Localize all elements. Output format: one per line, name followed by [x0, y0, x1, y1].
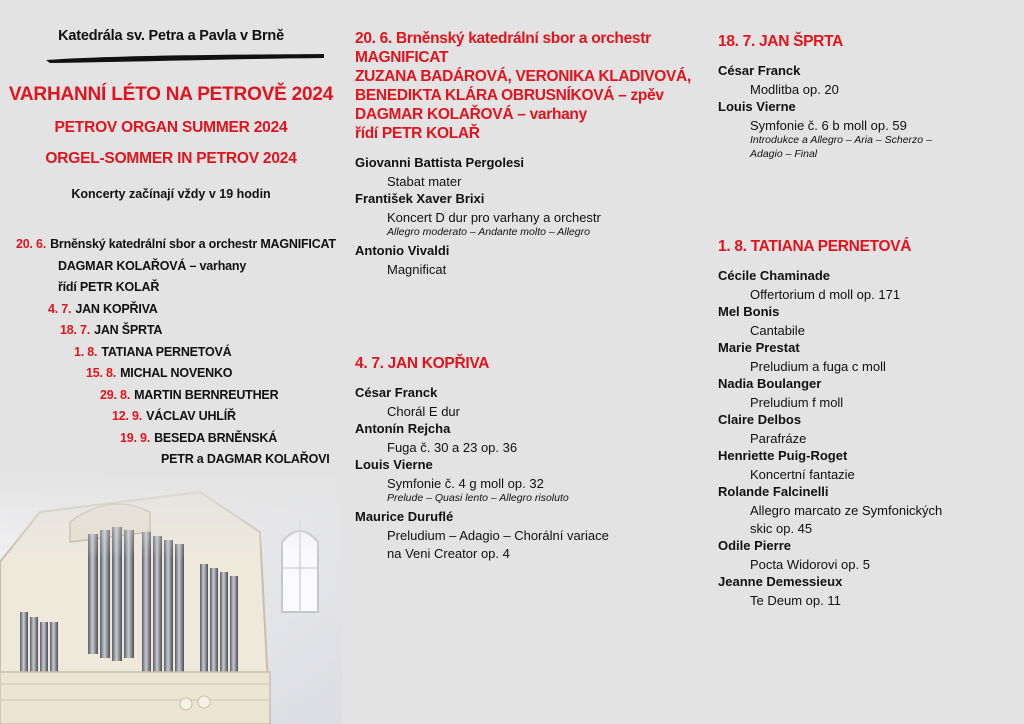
concert-header-line: 20. 6. Brněnský katedrální sbor a orchestr [355, 30, 651, 47]
schedule-date: 12. 9. [112, 409, 143, 423]
schedule-entry [161, 452, 330, 466]
composer-name: Claire Delbos [718, 412, 802, 427]
left-panel [0, 0, 342, 724]
schedule-entry [48, 302, 158, 316]
schedule-date: 15. 8. [86, 366, 117, 380]
work-title: skic op. 45 [750, 521, 813, 536]
festival-title-cs: VARHANNÍ LÉTO NA PETROVĚ 2024 [8, 84, 334, 105]
schedule-date: 19. 9. [120, 431, 151, 445]
work-title: Koncert D dur pro varhany a orchestr [387, 210, 601, 225]
organ-photo [0, 472, 342, 724]
composer-name: Nadia Boulanger [718, 376, 822, 391]
composer-name: František Xaver Brixi [355, 191, 485, 206]
concert-header-line: ZUZANA BADÁROVÁ, VERONIKA KLADIVOVÁ, [355, 68, 691, 85]
composer-name: Odile Pierre [718, 538, 791, 553]
work-title: Parafráze [750, 431, 807, 446]
schedule-entry [74, 345, 232, 359]
composer-name: Marie Prestat [718, 340, 800, 355]
schedule-entry [16, 237, 336, 251]
work-title: Symfonie č. 6 b moll op. 59 [750, 118, 907, 133]
work-title: Preludium a fuga c moll [750, 359, 886, 374]
schedule-performer: BESEDA BRNĚNSKÁ [154, 431, 278, 445]
work-title: Preludium f moll [750, 395, 844, 410]
schedule-entry [120, 431, 277, 445]
movements-list: Introdukce a Allegro – Aria – Scherzo – [750, 134, 932, 146]
brush-stroke-divider [44, 50, 326, 66]
cathedral-name: Katedrála sv. Petra a Pavla v Brně [58, 28, 284, 44]
work-title: Allegro marcato ze Symfonických [750, 503, 943, 518]
schedule-entry [58, 259, 246, 273]
schedule-entry [100, 388, 278, 402]
composer-name: Antonio Vivaldi [355, 243, 450, 258]
work-title: Chorál E dur [387, 404, 460, 419]
schedule-performer: Brněnský katedrální sbor a orchestr MAGNIFICAT [50, 237, 336, 251]
work-title: Pocta Widorovi op. 5 [750, 557, 870, 572]
work-title: Te Deum op. 11 [750, 593, 841, 608]
composer-name: Antonín Rejcha [355, 421, 451, 436]
schedule-entry [60, 323, 162, 337]
schedule-date: 20. 6. [16, 237, 47, 251]
composer-name: Mel Bonis [718, 304, 780, 319]
work-title: na Veni Creator op. 4 [387, 546, 510, 561]
schedule-performer: MICHAL NOVENKO [120, 366, 233, 380]
schedule-performer: VÁCLAV UHLÍŘ [146, 409, 236, 423]
composer-name: Maurice Duruflé [355, 509, 454, 524]
composer-name: Jeanne Demessieux [718, 574, 843, 589]
schedule-performer: PETR a DAGMAR KOLAŘOVI [161, 452, 330, 466]
work-title: Modlitba op. 20 [750, 82, 839, 97]
festival-title-en: PETROV ORGAN SUMMER 2024 [54, 119, 288, 136]
schedule-date: 4. 7. [48, 302, 72, 316]
schedule-performer: JAN KOPŘIVA [75, 302, 158, 316]
concert-header-line: MAGNIFICAT [355, 49, 449, 66]
schedule-date: 18. 7. [60, 323, 91, 337]
schedule-entry [58, 280, 159, 294]
work-title: Magnificat [387, 262, 447, 277]
work-title: Stabat mater [387, 174, 462, 189]
schedule-performer: DAGMAR KOLAŘOVÁ – varhany [58, 259, 247, 273]
schedule-entry [86, 366, 232, 380]
composer-name: Rolande Falcinelli [718, 484, 829, 499]
schedule-date: 29. 8. [100, 388, 131, 402]
schedule-performer: TATIANA PERNETOVÁ [101, 345, 232, 359]
composer-name: Giovanni Battista Pergolesi [355, 155, 525, 170]
composer-name: Cécile Chaminade [718, 268, 830, 283]
concert-header-line: 1. 8. TATIANA PERNETOVÁ [718, 238, 912, 255]
concert-header-line: řídí PETR KOLAŘ [355, 125, 480, 142]
start-time-note: Koncerty začínají vždy v 19 hodin [71, 187, 271, 201]
composer-name: Louis Vierne [718, 99, 796, 114]
work-title: Koncertní fantazie [750, 467, 855, 482]
schedule-entry [112, 409, 236, 423]
concert-header-line: 4. 7. JAN KOPŘIVA [355, 355, 490, 372]
movements-list: Adagio – Final [750, 148, 818, 160]
composer-name: Louis Vierne [355, 457, 433, 472]
work-title: Preludium – Adagio – Chorální variace [387, 528, 609, 543]
movements-list: Prelude – Quasi lento – Allegro risoluto [387, 492, 569, 504]
composer-name: Henriette Puig-Roget [718, 448, 848, 463]
work-title: Cantabile [750, 323, 805, 338]
composer-name: César Franck [718, 63, 801, 78]
work-title: Symfonie č. 4 g moll op. 32 [387, 476, 544, 491]
festival-title-de: ORGEL-SOMMER IN PETROV 2024 [45, 150, 297, 167]
composer-name: César Franck [355, 385, 438, 400]
schedule-performer: MARTIN BERNREUTHER [134, 388, 279, 402]
work-title: Offertorium d moll op. 171 [750, 287, 901, 302]
concert-header-line: 18. 7. JAN ŠPRTA [718, 33, 843, 50]
concert-header-line: BENEDIKTA KLÁRA OBRUSNÍKOVÁ – zpěv [355, 87, 664, 104]
schedule-performer: JAN ŠPRTA [94, 323, 163, 337]
movements-list: Allegro moderato – Andante molto – Allegro [387, 226, 590, 238]
schedule-performer: řídí PETR KOLAŘ [58, 280, 160, 294]
concert-header-line: DAGMAR KOLAŘOVÁ – varhany [355, 106, 587, 123]
work-title: Fuga č. 30 a 23 op. 36 [387, 440, 518, 455]
schedule-date: 1. 8. [74, 345, 98, 359]
